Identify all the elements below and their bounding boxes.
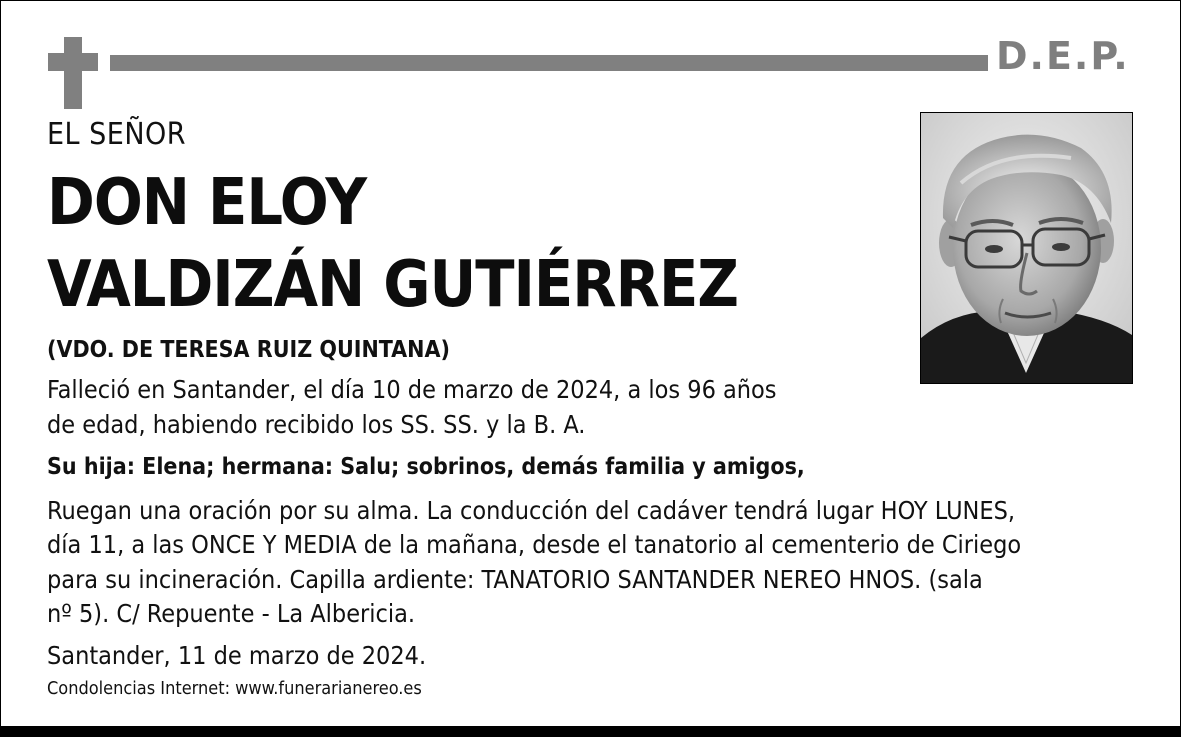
family-list: Su hija: Elena; hermana: Salu; sobrinos, demás familia y amigos, bbox=[47, 454, 805, 480]
death-details-line1: Falleció en Santander, el día 10 de marzo de 2024, a los 96 años bbox=[47, 375, 777, 404]
widower-of: (VDO. DE TERESA RUIZ QUINTANA) bbox=[47, 337, 450, 363]
announcement-line2: día 11, a las ONCE Y MEDIA de la mañana, desde el tanatorio al cementerio de Ciriego bbox=[47, 530, 1022, 559]
dep-label: D.E.P. bbox=[996, 34, 1130, 78]
announcement-line1: Ruegan una oración por su alma. La conducción del cadáver tendrá lugar HOY LUNES, bbox=[47, 496, 1016, 525]
deceased-name-line1: DON ELOY bbox=[47, 166, 367, 240]
bottom-bar bbox=[0, 726, 1181, 737]
honorific-prefix: EL SEÑOR bbox=[47, 117, 187, 152]
portrait-photo bbox=[920, 112, 1133, 384]
portrait-illustration bbox=[921, 113, 1132, 383]
cross-icon-arm bbox=[48, 53, 98, 71]
announcement-line3: para su incineración. Capilla ardiente: TANATORIO SANTANDER NEREO HNOS. (sala bbox=[47, 565, 983, 594]
place-and-date: Santander, 11 de marzo de 2024. bbox=[47, 641, 427, 670]
header-rule bbox=[110, 55, 988, 71]
death-details-line2: de edad, habiendo recibido los SS. SS. y la B. A. bbox=[47, 410, 586, 439]
announcement-line4: nº 5). C/ Repuente - La Albericia. bbox=[47, 599, 416, 628]
cross-icon bbox=[64, 37, 82, 109]
deceased-name-line2: VALDIZÁN GUTIÉRREZ bbox=[47, 248, 739, 322]
condolences-link: Condolencias Internet: www.funerarianereo.es bbox=[47, 678, 422, 699]
